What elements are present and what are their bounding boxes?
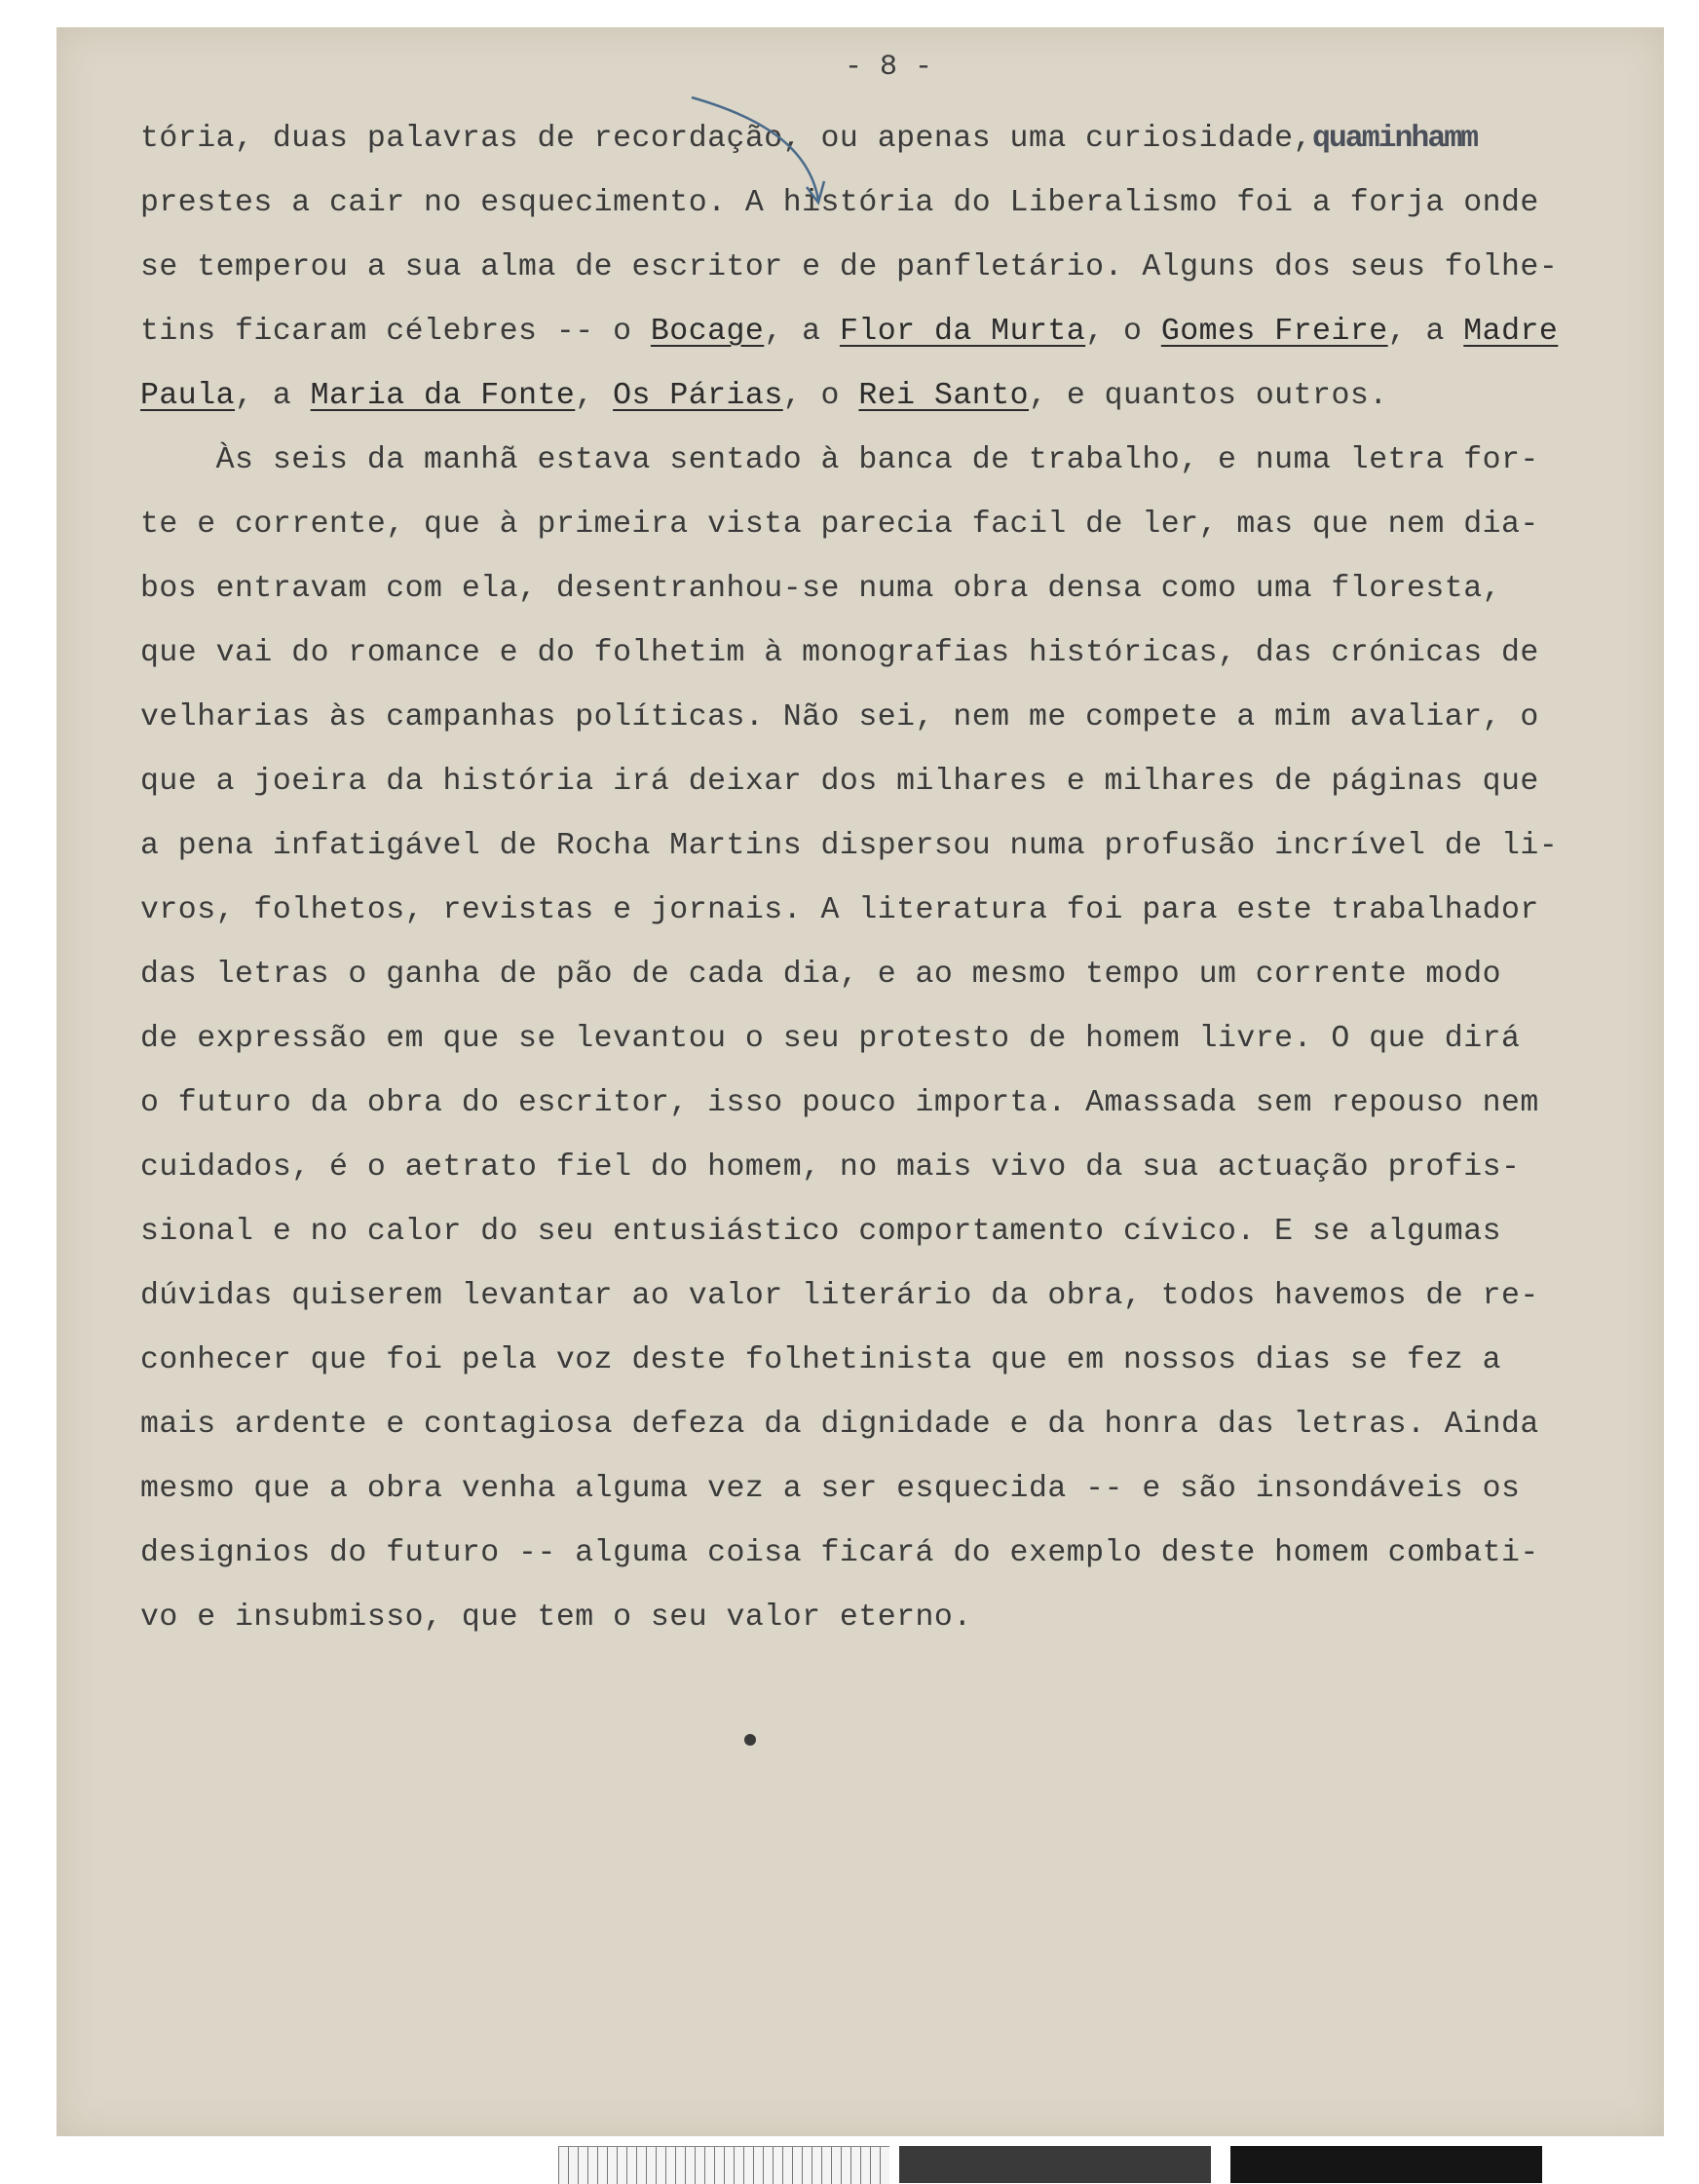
text-segment: , a xyxy=(764,315,840,349)
text-line xyxy=(140,1522,1660,1586)
gray-swatch xyxy=(899,2146,1211,2183)
text-segment: velharias às campanhas políticas. Não sei, nem me compete a mim avaliar, o xyxy=(140,700,1539,734)
underlined-title: Gomes Freire xyxy=(1160,315,1388,349)
text-line xyxy=(140,1072,1660,1136)
text-line xyxy=(140,1586,1660,1650)
text-line xyxy=(140,1200,1660,1264)
text-line xyxy=(140,171,1660,236)
text-line xyxy=(140,686,1660,750)
text-segment: tória, duas palavras de recordação, ou apenas uma curiosidade, xyxy=(140,122,1312,156)
text-segment: , o xyxy=(1085,315,1161,349)
text-segment: vo e insubmisso, que tem o seu valor eterno. xyxy=(140,1600,972,1635)
text-segment: vros, folhetos, revistas e jornais. A literatura foi para este trabalhador xyxy=(140,893,1539,927)
text-line xyxy=(140,879,1660,943)
underlined-title: Paula xyxy=(140,379,236,413)
underlined-title: Madre xyxy=(1463,315,1559,349)
text-segment: mais ardente e contagiosa defeza da dignidade e da honra das letras. Ainda xyxy=(140,1408,1539,1442)
ruler-strip xyxy=(558,2146,889,2184)
text-segment: mesmo que a obra venha alguma vez a ser esquecida -- e são insondáveis os xyxy=(140,1472,1521,1506)
typed-body-text xyxy=(140,107,1660,1650)
text-line xyxy=(140,814,1660,879)
text-line xyxy=(140,750,1660,814)
text-segment: bos entravam com ela, desentranhou-se numa obra densa como uma floresta, xyxy=(140,572,1502,606)
text-segment: cuidados, é o aetrato fiel do homem, no mais vivo da sua actuação profis- xyxy=(140,1150,1521,1185)
underlined-title: Rei Santo xyxy=(858,379,1030,413)
text-segment: de expressão em que se levantou o seu protesto de homem livre. O que dirá xyxy=(140,1022,1521,1056)
text-segment: que a joeira da história irá deixar dos milhares e milhares de páginas que xyxy=(140,765,1539,799)
text-segment: , xyxy=(575,379,614,413)
underlined-title: Os Párias xyxy=(613,379,783,413)
text-segment: , a xyxy=(235,379,311,413)
text-line xyxy=(140,300,1660,364)
underlined-title: Maria da Fonte xyxy=(310,379,576,413)
color-calibration-scale xyxy=(558,2146,1699,2183)
text-segment: dúvidas quiserem levantar ao valor literário da obra, todos havemos de re- xyxy=(140,1279,1539,1313)
text-line xyxy=(140,236,1660,300)
text-line xyxy=(140,364,1660,429)
text-line xyxy=(140,557,1660,621)
page-number: - 8 - xyxy=(844,51,932,84)
text-line xyxy=(140,107,1660,171)
text-segment: , o xyxy=(782,379,859,413)
text-line xyxy=(140,1136,1660,1200)
text-line xyxy=(140,621,1660,686)
text-line xyxy=(140,1393,1660,1457)
text-segment: designios do futuro -- alguma coisa ficará do exemplo deste homem combati- xyxy=(140,1536,1539,1570)
struck-out-text: quaminhamm xyxy=(1312,122,1478,156)
text-segment: prestes a cair no esquecimento. A história do Liberalismo foi a forja onde xyxy=(140,186,1539,220)
text-line xyxy=(140,1264,1660,1329)
text-line xyxy=(140,429,1660,493)
text-segment: sional e no calor do seu entusiástico comportamento cívico. E se algumas xyxy=(140,1215,1502,1249)
text-segment: , a xyxy=(1387,315,1464,349)
text-segment: Às seis da manhã estava sentado à banca de trabalho, e numa letra for- xyxy=(140,443,1539,477)
text-line xyxy=(140,943,1660,1007)
text-segment: o futuro da obra do escritor, isso pouco importa. Amassada sem repouso nem xyxy=(140,1086,1539,1120)
text-segment: que vai do romance e do folhetim à monografias históricas, das crónicas de xyxy=(140,636,1539,670)
text-line xyxy=(140,1329,1660,1393)
black-swatch xyxy=(1230,2146,1542,2183)
text-line xyxy=(140,493,1660,557)
text-line xyxy=(140,1457,1660,1522)
text-segment: te e corrente, que à primeira vista parecia facil de ler, mas que nem dia- xyxy=(140,508,1539,542)
text-segment: conhecer que foi pela voz deste folhetinista que em nossos dias se fez a xyxy=(140,1343,1502,1377)
text-segment: , e quantos outros. xyxy=(1029,379,1388,413)
text-line xyxy=(140,1007,1660,1072)
text-segment: das letras o ganha de pão de cada dia, e ao mesmo tempo um corrente modo xyxy=(140,958,1502,992)
text-segment: se temperou a sua alma de escritor e de panfletário. Alguns dos seus folhe- xyxy=(140,250,1559,284)
underlined-title: Flor da Murta xyxy=(839,315,1086,349)
text-segment: a pena infatigável de Rocha Martins dispersou numa profusão incrível de li- xyxy=(140,829,1559,863)
underlined-title: Bocage xyxy=(650,315,765,349)
text-segment: tins ficaram célebres -- o xyxy=(140,315,651,349)
